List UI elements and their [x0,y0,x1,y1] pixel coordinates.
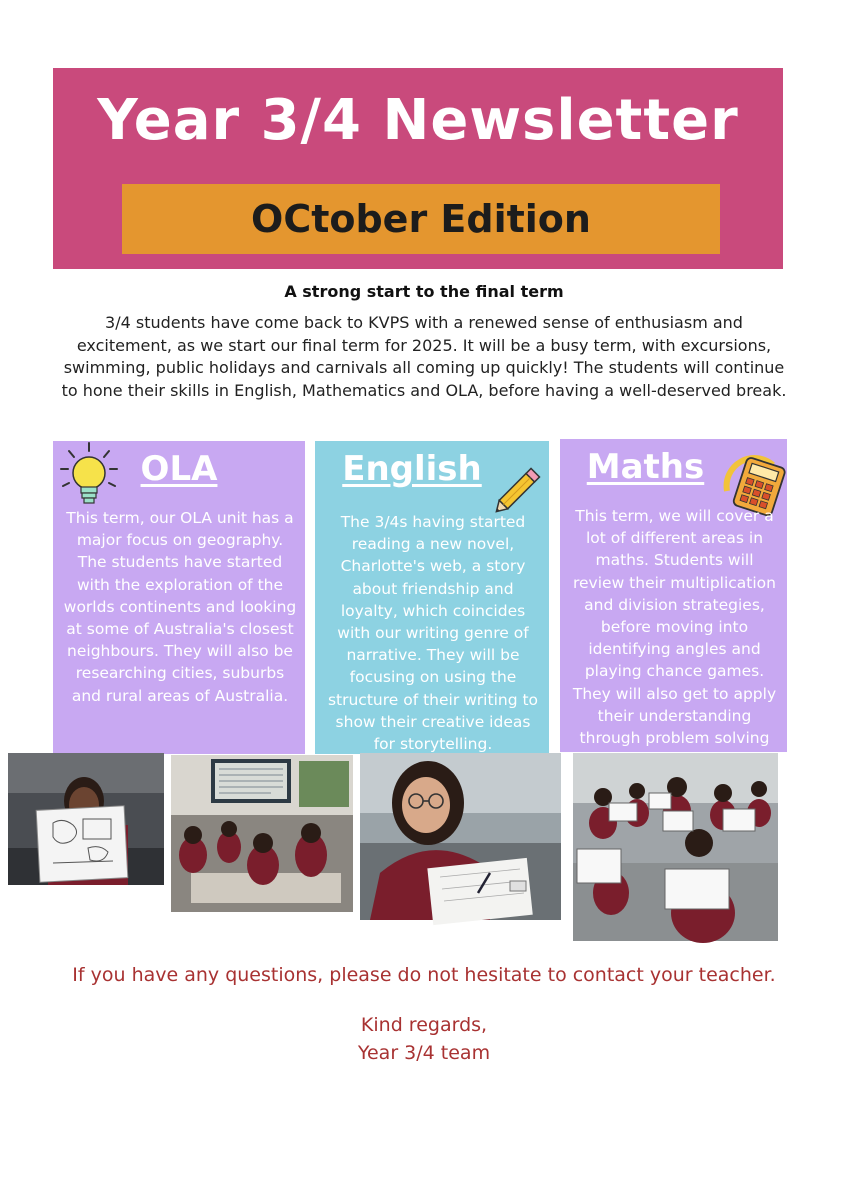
english-heading: English [342,449,482,489]
section-heading: A strong start to the final term [284,282,564,301]
closing-message: If you have any questions, please do not hesitate to contact your teacher. [72,964,776,986]
photo-student-map [8,753,164,885]
photo-classroom-screen [171,755,353,912]
photo-student-writing [360,753,561,920]
ola-card [53,441,305,754]
ola-body: This term, our OLA unit has a major focus on geography. The students have started with the exploration of the worlds continents and looking at some of Australia's closest neighbours. They will also be researching cities, suburbs and rural areas of Australia. [63,509,297,705]
maths-body: This term, we will cover a lot of different areas in maths. Students will review their multiplication and division strategies, before moving into identifying angles and playing chance games. They will also get to apply their understanding through problem solving [572,507,777,748]
maths-card [560,439,787,752]
maths-heading: Maths [586,447,705,487]
newsletter-header [53,68,783,269]
edition-label: OCtober Edition [251,197,591,241]
newsletter-title: Year 3/4 Newsletter [97,88,739,153]
english-body: The 3/4s having started reading a new novel, Charlotte's web, a story about friendship and loyalty, which coincides with our writing genre of narrative. They will be focusing on using the structure of their writing to show their creative ideas for storytelling. [327,513,539,754]
ola-heading: OLA [140,449,218,489]
sign-off [0,1011,848,1067]
photo-group-whiteboards [573,753,778,941]
team-name: Year 3/4 team [357,1042,491,1064]
english-card [315,441,549,754]
edition-banner [122,184,720,254]
kind-regards: Kind regards, [360,1014,488,1036]
intro-paragraph: 3/4 students have come back to KVPS with a renewed sense of enthusiasm and excitement, as we start our final term for 2025. It will be a busy term, with excursions, swimming, public holidays and carnivals all coming up quickly! The students will continue to hone their skills in English, Mathematics and OLA, before having a well-deserved break. [61,313,787,400]
